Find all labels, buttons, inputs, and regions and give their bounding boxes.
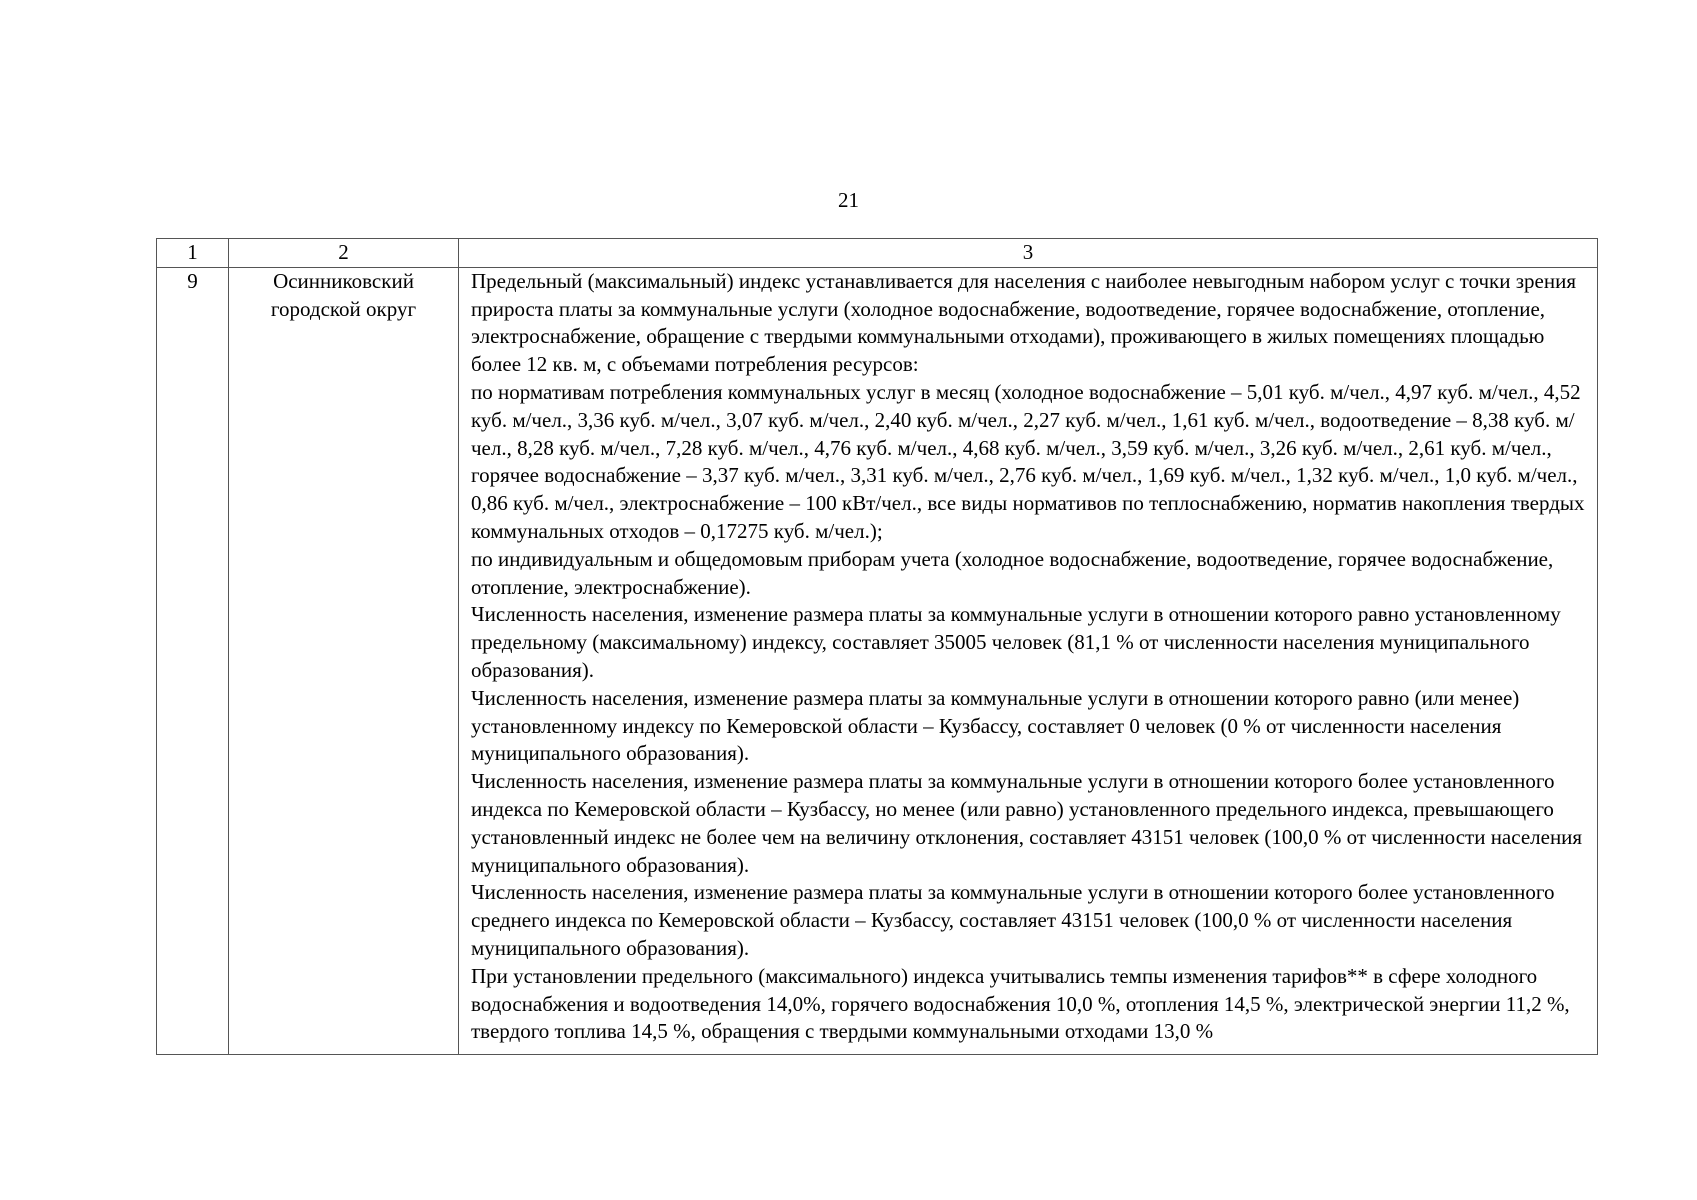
- description-paragraph: Численность населения, изменение размера платы за коммунальные услуги в отношении которого более установленного среднего индекса по Кемеровской области – Кузбассу, составляет 43151 человек (100,0 % от численности населения муниципального образования).: [471, 880, 1555, 960]
- description-paragraph: Численность населения, изменение размера платы за коммунальные услуги в отношении которого равно установленному предельному (максимальному) индексу, составляет 35005 человек (81,1 % от численности населения муниципального образования).: [471, 602, 1561, 682]
- description-paragraph: Предельный (максимальный) индекс устанавливается для населения с наиболее невыгодным набором услуг с точки зрения прироста платы за коммунальные услуги (холодное водоснабжение, водоотведение, горячее водоснабжение, отопление, электроснабжение, обращение с твердыми коммунальными отходами), проживающего в жилых помещениях площадью более 12 кв. м, с объемами потребления ресурсов:: [471, 268, 1576, 377]
- description-cell: [459, 267, 1598, 1054]
- row-number: 9: [157, 267, 229, 1054]
- column-number-2: 2: [229, 239, 459, 268]
- page-number: 21: [838, 188, 859, 212]
- table-row: [157, 267, 1598, 1054]
- description-paragraph: При установлении предельного (максимального) индекса учитывались темпы изменения тарифов** в сфере холодного водоснабжения и водоотведения 14,0%, горячего водоснабжения 10,0 %, отопления 14,5 %, электрической энергии 11,2 %, твердого топлива 14,5 %, обращения с твердыми коммунальными отходами 13,0 %: [471, 963, 1570, 1044]
- description-paragraph: по нормативам потребления коммунальных услуг в месяц (холодное водоснабжение – 5,01 куб. м/чел., 4,97 куб. м/чел., 4,52 куб. м/чел., 3,36 куб. м/чел., 3,07 куб. м/чел., 2,40 куб. м/чел., 2,27 куб. м/чел., 1,61 куб. м/чел., водоотведение – 8,38 куб. м/чел., 8,28 куб. м/чел., 7,28 куб. м/чел., 4,76 куб. м/чел., 4,68 куб. м/чел., 3,59 куб. м/чел., 3,26 куб. м/чел., 2,61 куб. м/чел., горячее водоснабжение – 3,37 куб. м/чел., 3,31 куб. м/чел., 2,76 куб. м/чел., 1,69 куб. м/чел., 1,32 куб. м/чел., 1,0 куб. м/чел., 0,86 куб. м/чел., электроснабжение – 100 кВт/чел., все виды нормативов по теплоснабжению, норматив накопления твердых коммунальных отходов – 0,17275 куб. м/чел.);: [471, 379, 1585, 543]
- description-paragraph: Численность населения, изменение размера платы за коммунальные услуги в отношении которого более установленного индекса по Кемеровской области – Кузбассу, но менее (или равно) установленного предельного индекса, превышающего установленный индекс не более чем на величину отклонения, составляет 43151 человек (100,0 % от численности населения муниципального образования).: [471, 769, 1583, 877]
- document-table: [156, 238, 1598, 1055]
- description-paragraph: по индивидуальным и общедомовым приборам учета (холодное водоснабжение, водоотведение, горячее водоснабжение, отопление, электроснабжение).: [471, 546, 1554, 599]
- column-number-1: 1: [157, 239, 229, 268]
- description-paragraph: Численность населения, изменение размера платы за коммунальные услуги в отношении которого равно (или менее) установленному индексу по Кемеровской области – Кузбассу, составляет 0 человек (0 % от численности населения муниципального образования).: [471, 685, 1520, 766]
- column-number-3: 3: [459, 239, 1598, 268]
- municipality-name: Осинниковский городской округ: [229, 267, 459, 1054]
- table-header-row: [157, 239, 1598, 268]
